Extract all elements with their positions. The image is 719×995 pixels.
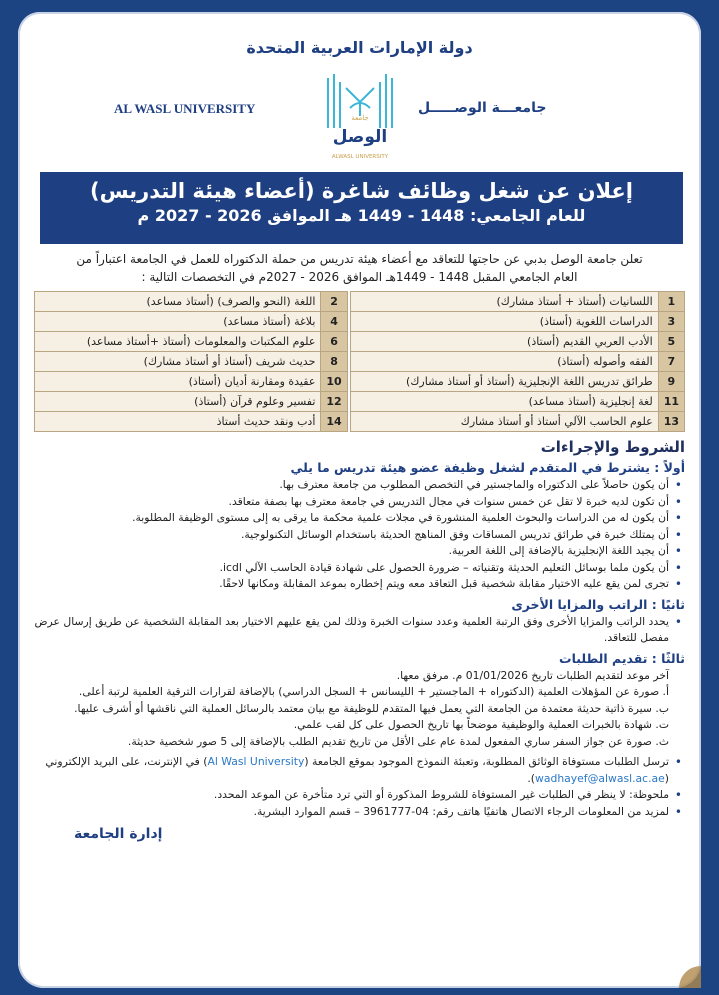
list-item: • أن يكون له من الدراسات والبحوث العلمية المنشورة في مجلات علمية محكمة ما يرقى به إلى مستوى الوظيفة المطلوبة. — [34, 510, 669, 527]
list-item: • أن يجيد اللغة الإنجليزية بالإضافة إلى اللغة العربية. — [34, 543, 669, 560]
spec-title: اللسانيات (أستاذ + أستاذ مشارك) — [350, 292, 658, 312]
table-row — [35, 412, 685, 432]
spec-title: طرائق تدريس اللغة الإنجليزية (أستاذ أو أستاذ مشارك) — [350, 372, 658, 392]
column-gap — [347, 352, 350, 372]
decorative-corner — [679, 966, 701, 988]
spec-title: الفقه وأصوله (أستاذ) — [350, 352, 658, 372]
svg-text:جامعة: جامعة — [351, 114, 369, 122]
table-row — [35, 312, 685, 332]
spec-number: 1 — [658, 292, 684, 312]
spec-title: عقيدة ومقارنة أديان (أستاذ) — [35, 372, 321, 392]
university-name-ar: جامعـــة الوصـــــل — [418, 100, 547, 116]
spec-number: 7 — [658, 352, 684, 372]
spec-title: الدراسات اللغوية (أستاذ) — [350, 312, 658, 332]
announcement-title: إعلان عن شغل وظائف شاغرة (أعضاء هيئة التدريس) — [90, 179, 633, 203]
spec-number: 14 — [321, 412, 347, 432]
spec-number: 2 — [321, 292, 347, 312]
svg-text:ALWASL UNIVERSITY: ALWASL UNIVERSITY — [331, 154, 389, 160]
list-item: • أن يكون حاصلاً على الدكتوراه والماجستير في التخصص المطلوب من جامعة معترف بها. — [34, 477, 669, 494]
list-item: • أن يكون ملما بوسائل التعليم الحديثة وتقنياته – ضرورة الحصول على شهادة قيادة الحاسب الآلي icdl. — [34, 560, 669, 577]
university-logo-icon — [322, 68, 398, 163]
list-item: • تجرى لمن يقع عليه الاختيار مقابلة شخصية قبل التعاقد معه ويتم إخطاره بموعد المقابلة ومكانها لاحقًا. — [34, 576, 669, 593]
country-name: دولة الإمارات العربية المتحدة — [246, 38, 473, 57]
spec-number: 9 — [658, 372, 684, 392]
spec-number: 13 — [658, 412, 684, 432]
column-gap — [347, 392, 350, 412]
column-gap — [347, 372, 350, 392]
spec-title: حديث شريف (أستاذ أو أستاذ مشارك) — [35, 352, 321, 372]
spec-title: علوم المكتبات والمعلومات (أستاذ +أستاذ مساعد) — [35, 332, 321, 352]
announcement-body — [34, 250, 685, 842]
submission-item — [34, 754, 669, 787]
column-gap — [347, 292, 350, 312]
document-item: ب. سيرة ذاتية حديثة معتمدة من الجامعة التي يعمل فيها المتقدم للوظيفة مع بيان معتمد بالرسائل العملية التي ناقشها أو أشرف عليها. — [74, 701, 669, 715]
spec-number: 6 — [321, 332, 347, 352]
university-name-en: AL WASL UNIVERSITY — [114, 101, 256, 116]
submission-list — [34, 754, 685, 820]
spec-title: علوم الحاسب الآلي أستاذ أو أستاذ مشارك — [350, 412, 658, 432]
spec-title: تفسير وعلوم قرآن (أستاذ) — [35, 392, 321, 412]
list-item: • أن يمتلك خبرة في طرائق تدريس المساقات وفق المناهج الحديثة باستخدام الوسائل التكنولوجية. — [34, 527, 669, 544]
submission-text: ). — [527, 771, 536, 785]
deadline-text: آخر موعد لتقديم الطلبات تاريخ 01/01/2026 م. مرفق معها. — [396, 668, 669, 682]
spec-number: 3 — [658, 312, 684, 332]
column-gap — [347, 412, 350, 432]
logo-row — [18, 66, 701, 166]
announcement-subtitle: للعام الجامعي: 1448 - 1449 هـ الموافق 2026 - 2027 م — [137, 206, 586, 225]
contact-item: • لمزيد من المعلومات الرجاء الاتصال هاتفيًا هاتف رقم: 04-3961777 – قسم الموارد البشرية. — [34, 804, 669, 821]
table-row — [35, 372, 685, 392]
intro-line: العام الجامعي المقبل 1448 - 1449هـ الموافق 2026 - 2027م في التخصصات التالية : — [141, 270, 578, 284]
document-item: ث. صورة عن جواز السفر ساري المفعول لمدة عام على الأقل من تاريخ تقديم الطلب بالإضافة إلى 5 صور شخصية حديثة. — [127, 734, 669, 748]
section-second-heading: ثانيًا : الراتب والمزايا الأخرى — [511, 596, 685, 612]
website-link[interactable]: Al Wasl University — [207, 755, 305, 768]
table-row — [35, 332, 685, 352]
document-item: ت. شهادة بالخبرات العملية والوظيفية موضحاً بها تاريخ الحصول على كل لقب علمي. — [293, 718, 669, 731]
email-link[interactable]: wadhayef@alwasl.ac.ae — [535, 771, 665, 785]
intro-text — [34, 250, 685, 286]
list-item: • يحدد الراتب والمزايا الأخرى وفق الرتبة العلمية وعدد سنوات الخبرة وذلك لمن يقع عليهم الاختيار بعد المقابلة الشخصية عن طريق إرسال عرض مفصل للتعاقد. — [34, 614, 669, 647]
submission-text: ترسل الطلبات مستوفاة الوثائق المطلوبة، وتعبئة النموذج الموجود بموقع الجامعة ( — [304, 755, 669, 768]
spec-number: 8 — [321, 352, 347, 372]
table-row — [35, 352, 685, 372]
column-gap — [347, 312, 350, 332]
spec-number: 11 — [658, 392, 684, 412]
spec-title: الأدب العربي القديم (أستاذ) — [350, 332, 658, 352]
spec-title: لغة إنجليزية (أستاذ مساعد) — [350, 392, 658, 412]
svg-text:الوصل: الوصل — [332, 127, 388, 147]
section-first-heading: أولاً : يشترط في المتقدم لشغل وظيفة عضو هيئة تدريس ما يلي — [290, 460, 685, 475]
salary-list — [34, 614, 685, 647]
title-banner — [40, 172, 683, 244]
table-row — [35, 292, 685, 312]
list-item: • أن تكون لديه خبرة لا تقل عن خمس سنوات في مجال التدريس في جامعة معترف بها بصفة متعاقد. — [34, 494, 669, 511]
section-third-heading: ثالثًا : تقديم الطلبات — [559, 650, 685, 666]
spec-number: 4 — [321, 312, 347, 332]
conditions-heading: الشروط والإجراءات — [540, 438, 685, 456]
submission-text: ) في الإنترنت، على البريد الإلكتروني ( — [45, 755, 669, 785]
spec-number: 10 — [321, 372, 347, 392]
requirements-list — [34, 477, 685, 593]
column-gap — [347, 332, 350, 352]
spec-number: 12 — [321, 392, 347, 412]
document-item: أ. صورة عن المؤهلات العلمية (الدكتوراه + الماجستير + الليسانس + السجل الدراسي) بالإضافة لقرارات الترقية العلمية لرتبة أعلى. — [78, 685, 669, 698]
spec-title: أدب ونقد حديث أستاذ — [35, 412, 321, 432]
spec-number: 5 — [658, 332, 684, 352]
specializations-table — [34, 291, 685, 432]
signature: إدارة الجامعة — [74, 826, 163, 842]
spec-title: بلاغة (أستاذ مساعد) — [35, 312, 321, 332]
table-row — [35, 392, 685, 412]
spec-title: اللغة (النحو والصرف) (أستاذ مساعد) — [35, 292, 321, 312]
note-item: • ملحوظة: لا ينظر في الطلبات غير المستوفاة للشروط المذكورة أو التي ترد متأخرة عن الموعد المحدد. — [34, 787, 669, 804]
announcement-page — [18, 12, 701, 988]
documents-block — [34, 668, 685, 751]
intro-line: تعلن جامعة الوصل بدبي عن حاجتها للتعاقد مع أعضاء هيئة تدريس من حملة الدكتوراه للعمل في الجامعة اعتباراً من — [76, 252, 643, 266]
